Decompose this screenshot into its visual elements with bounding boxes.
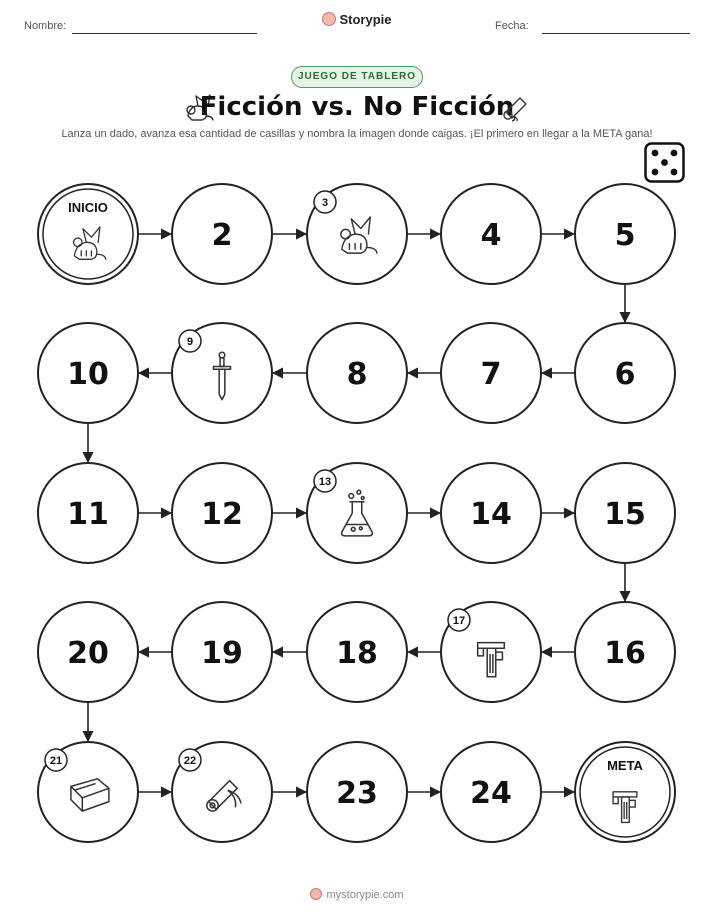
board-space [307, 184, 407, 284]
space-number: 23 [336, 776, 378, 811]
space-number: 6 [614, 357, 636, 392]
space-number: 17 [452, 615, 466, 627]
board-space [307, 742, 407, 842]
footer-url: mystorypie.com [326, 889, 404, 901]
space-number: 5 [614, 218, 636, 253]
footer [0, 888, 714, 901]
board-space [307, 323, 407, 423]
board-space [38, 742, 138, 842]
board-space [441, 323, 541, 423]
space-number: 2 [211, 218, 233, 253]
board-space [441, 602, 541, 702]
storypie-logo-icon [310, 888, 322, 900]
instructions: Lanza un dado, avanza esa cantidad de casillas y nombra la imagen donde caigas. ¡El primero en llegar a la META gana! [61, 128, 653, 140]
board-space [172, 323, 272, 423]
space-number: 19 [201, 636, 243, 671]
space-number: 14 [470, 497, 512, 532]
space-number: 3 [321, 197, 329, 209]
space-number: 18 [336, 636, 378, 671]
space-number: 8 [346, 357, 368, 392]
space-number: 20 [67, 636, 109, 671]
board-space [172, 602, 272, 702]
board-space [441, 184, 541, 284]
space-number: 15 [604, 497, 646, 532]
brand-name: Storypie [339, 12, 392, 27]
board-space [307, 602, 407, 702]
space-number: 9 [186, 336, 194, 348]
board-space [38, 323, 138, 423]
board-space [172, 463, 272, 563]
category-badge: JUEGO DE TABLERO [291, 66, 423, 88]
space-number: 24 [470, 776, 512, 811]
board-space [575, 184, 675, 284]
board-space [38, 463, 138, 563]
board-space [575, 463, 675, 563]
board-space [441, 463, 541, 563]
space-number: 12 [201, 497, 243, 532]
finish-label: META [607, 758, 643, 773]
board-space [307, 463, 407, 563]
start-space [38, 184, 138, 284]
board-space [172, 184, 272, 284]
start-label: INICIO [68, 200, 108, 215]
space-number: 13 [318, 476, 332, 488]
space-number: 4 [480, 218, 502, 253]
finish-space [575, 742, 675, 842]
name-label: Nombre: [24, 20, 67, 32]
space-number: 16 [604, 636, 646, 671]
page-title: Ficción vs. No Ficción [199, 92, 515, 122]
board-space [172, 742, 272, 842]
date-label: Fecha: [495, 20, 529, 32]
space-number: 7 [480, 357, 502, 392]
space-number: 22 [183, 755, 197, 767]
space-number: 21 [49, 755, 63, 767]
board-space [38, 602, 138, 702]
board-space [575, 602, 675, 702]
board-space [441, 742, 541, 842]
space-number: 11 [67, 497, 109, 532]
board-space [575, 323, 675, 423]
space-number: 10 [67, 357, 109, 392]
